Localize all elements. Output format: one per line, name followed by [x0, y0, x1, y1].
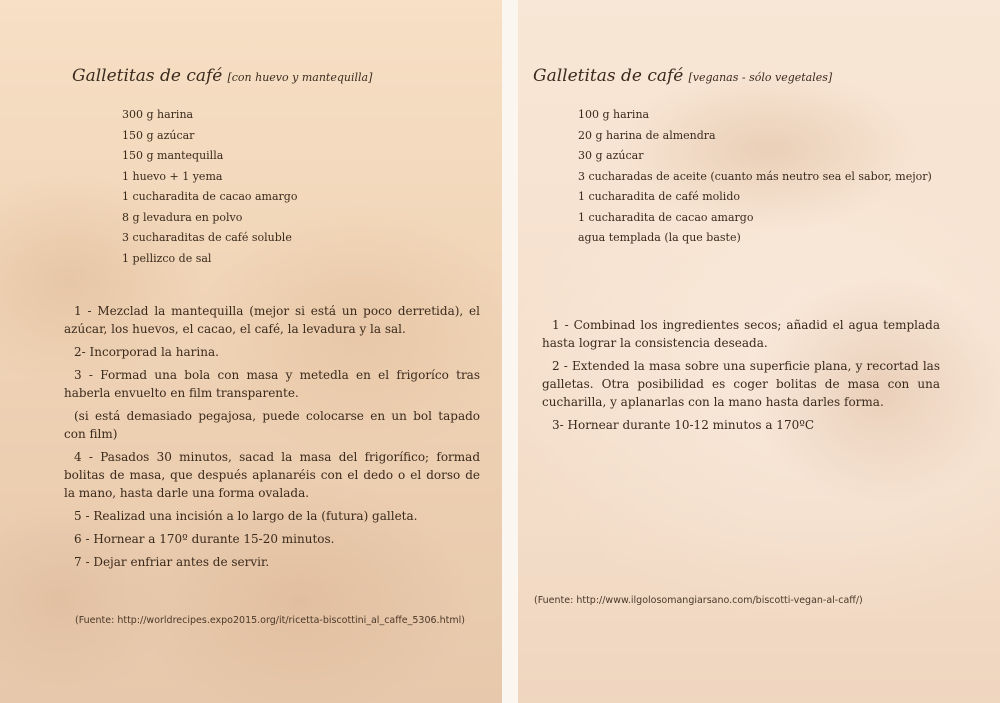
right-recipe-title — [533, 66, 832, 86]
right-title-subtitle: [veganas - sólo vegetales] — [688, 71, 833, 84]
right-title-text: Galletitas de café — [533, 66, 684, 86]
left-ingredient-list — [122, 105, 297, 269]
left-title-text: Galletitas de café — [72, 66, 223, 86]
page-gutter — [502, 0, 518, 703]
step-paragraph: (si está demasiado pegajosa, puede colocarse en un bol tapado con film) — [64, 409, 480, 441]
ingredient-item: 1 cucharadita de cacao amargo — [578, 210, 754, 224]
ingredient-item: 100 g harina — [578, 108, 650, 121]
right-ingredient-list — [578, 105, 932, 249]
step-paragraph: 4 - Pasados 30 minutos, sacad la masa del frigorífico; formad bolitas de masa, que después aplanaréis con el dedo o el dorso de la mano, hasta darle una forma ovalada. — [64, 450, 480, 500]
right-page — [518, 0, 1000, 703]
ingredient-item: 300 g harina — [122, 108, 194, 121]
step-paragraph: 1 - Mezclad la mantequilla (mejor si está un poco derretida), el azúcar, los huevos, el cacao, el café, la levadura y la sal. — [64, 304, 480, 336]
ingredient-item: 1 cucharadita de café molido — [578, 190, 740, 203]
ingredient-item: 3 cucharadas de aceite (cuanto más neutro sea el sabor, mejor) — [578, 169, 932, 183]
ingredient-item: 3 cucharaditas de café soluble — [122, 231, 292, 244]
ingredient-item: 1 huevo + 1 yema — [122, 169, 223, 183]
right-source-note: (Fuente: http://www.ilgolosomangiarsano.com/biscotti-vegan-al-caff/) — [534, 595, 863, 606]
ingredient-item: 8 g levadura en polvo — [122, 210, 243, 224]
step-paragraph: 3- Hornear durante 10-12 minutos a 170ºC — [552, 418, 815, 432]
ingredient-item: agua templada (la que baste) — [578, 231, 741, 244]
step-paragraph: 7 - Dejar enfriar antes de servir. — [74, 555, 270, 569]
step-paragraph: 2 - Extended la masa sobre una superficie plana, y recortad las galletas. Otra posibilidad es coger bolitas de masa con una cucharilla, y aplanarlas con la mano hasta darles forma. — [542, 359, 940, 409]
ingredient-item: 1 cucharadita de cacao amargo — [122, 190, 298, 203]
right-steps — [542, 316, 940, 439]
ingredient-item: 20 g harina de almendra — [578, 128, 716, 142]
step-paragraph: 6 - Hornear a 170º durante 15-20 minutos. — [74, 532, 335, 546]
ingredient-item: 1 pellizco de sal — [122, 251, 212, 265]
step-paragraph: 5 - Realizad una incisión a lo largo de la (futura) galleta. — [74, 509, 418, 523]
step-paragraph: 1 - Combinad los ingredientes secos; añadid el agua templada hasta lograr la consistencia deseada. — [542, 318, 940, 350]
ingredient-item: 150 g azúcar — [122, 128, 195, 142]
left-source-note: (Fuente: http://worldrecipes.expo2015.org/it/ricetta-biscottini_al_caffe_5306.html) — [75, 615, 465, 626]
step-paragraph: 2- Incorporad la harina. — [74, 345, 219, 359]
right-recipe — [518, 0, 1000, 703]
step-paragraph: 3 - Formad una bola con masa y metedla en el frigoríco tras haberla envuelto en film transparente. — [64, 368, 480, 400]
ingredient-item: 150 g mantequilla — [122, 149, 224, 162]
left-title-subtitle: [con huevo y mantequilla] — [227, 71, 373, 84]
left-recipe-title — [72, 66, 372, 86]
ingredient-item: 30 g azúcar — [578, 149, 644, 162]
left-steps — [64, 302, 480, 576]
